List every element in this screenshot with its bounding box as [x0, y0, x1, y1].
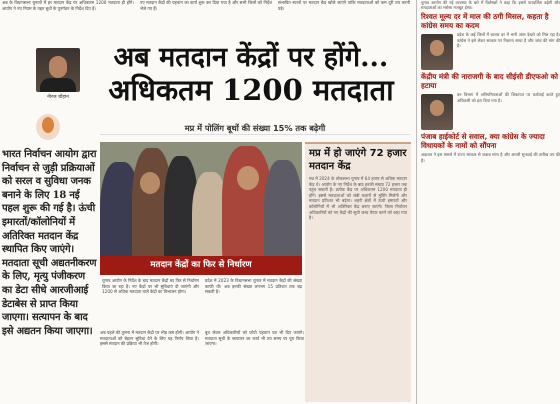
article-text: चुनाव आयोग के निर्देश के बाद मतदान केंद्रों का फिर से निर्धारण किया जा रहा है। नए केंद्रों पर भी सुविधाएं दी जाएंगी और 1200 से अधिक मतदाता वाले केंद्रों का विभाजन होगा। [102, 278, 199, 295]
reporter-name: नीरज चौहान [47, 95, 69, 100]
right-news-column [416, 0, 560, 404]
photo-article-text [102, 278, 302, 326]
article-text: वन विभाग में अनियमितताओं की शिकायत पर कार्रवाई करते हुए अधिकारी को हटा दिया गया है। [457, 92, 560, 103]
news-headline: रिश्वत मूल्य दर में माल की ठगी मिसल, कहता है कांग्रेस समय का कदम [421, 12, 549, 31]
headline-line-1: अब मतदान केंद्रों पर होंगे... [113, 42, 389, 73]
headline-line-2: अधिकतम 1200 मतदाता [108, 73, 394, 107]
article-text: चुनाव आयोग की नई व्यवस्था के बारे में विशेषज्ञों ने कहा कि इससे पारदर्शिता बढ़ेगी और मतदाताओं का भरोसा मजबूत होगा। [421, 0, 560, 11]
article-text: प्रदेश के कई जिलों में बाजार दर में भारी अंतर देखने को मिल रहा है। कांग्रेस ने इसे लेकर सरकार पर निशाना साधा है और जांच की मांग की है। [457, 32, 560, 48]
article-text: अदालत ने इस मामले में राज्य सरकार से जवाब मांगा है और अगली सुनवाई की तारीख तय की है। [421, 152, 560, 163]
subheadline: मप्र में पोलिंग बूथों की संख्या 15% तक बढ़ेगी [100, 121, 410, 135]
article-text: अब पहले की तुलना में मतदान केंद्रों पर भीड़ कम होगी। आयोग ने मतदाताओं को बेहतर सुविधा देने के लिए यह निर्णय लिया है। इससे मतदान की प्रक्रिया भी तेज होगी। [100, 330, 199, 347]
lead-paragraph: भारत निर्वाचन आयोग द्वारा निर्वाचन से जुड़ी प्रक्रियाओं को सरल व सुविधा जनक बनाने के लिए 18 नई पहल शुरू की गई है। ऊंची इमारतों/कॉलोनियों में अतिरिक्त मतदान केंद्र स्थापित किए जाएंगे। मतदाता सूची अद्यतनीकरण के लिए, मृत्यु पंजीकरण का डेटा सीधे आरजीआई डेटाबेस से प्राप्त किया जाएगा। सत्यापन के बाद इसे अद्यतन किया जाएगा। [2, 149, 97, 337]
news-headline: पंजाब हाईकोर्ट से सवाल, क्या कांग्रेस के ज्यादा विधायकों के नामों को सौंपना [421, 132, 545, 151]
article-text: नए मतदान केंद्रों की पहचान का कार्य शुरू कर दिया गया है और सभी जिलों को निर्देश भेजे गए हैं। [140, 0, 272, 11]
article-text: संभावित स्थानों पर मतदान केंद्र खोले जाएंगे ताकि मतदाताओं को कम दूरी तय करनी पड़े। [278, 0, 410, 11]
person-photo [421, 34, 453, 70]
top-text-strip [2, 0, 410, 40]
news-headline: केंद्रीय मंत्री की नाराजगी के बाद सीईसी डीएफओ को हटाया [421, 72, 559, 91]
person-photo [421, 94, 453, 130]
photo-caption: मतदान केंद्रों का फिर से निर्धारण [100, 256, 302, 275]
headline [88, 42, 414, 107]
fingerprint-ink-icon [30, 112, 66, 142]
reporter-photo [36, 48, 80, 92]
article-text: बूथ लेवल अधिकारियों को फोटो पहचान पत्र भी दिए जाएंगे। मतदाता सूची के सत्यापन का कार्य भी तय समय पर पूरा किया जाएगा। [205, 330, 304, 347]
reporter-byline [30, 48, 86, 100]
article-text: अब के विधानसभा चुनावों में हर मतदान केंद्र पर अधिकतम 1200 मतदाता ही होंगे। आयोग ने नए नियम के तहत बूथों के पुनर्गठन के निर्देश दिए हैं। [2, 0, 134, 11]
sidebar-box [305, 142, 411, 402]
bottom-article-text [100, 330, 304, 404]
article-text: प्रदेश में 2023 के विधानसभा चुनाव में मतदान केंद्रों की संख्या काफी थी। अब इनकी संख्या लगभग 15 प्रतिशत तक बढ़ सकती है। [205, 278, 302, 295]
sidebar-box-text: मप्र में 2024 के लोकसभा चुनाव में 64 हजार से अधिक मतदान केंद्र थे। आयोग के नए निर्देश के बाद इनकी संख्या 72 हजार तक पहुंच सकती है। प्रत्येक केंद्र पर अधिकतम 1200 मतदाता ही होंगे। इससे मतदाताओं को लंबी कतारों से मुक्ति मिलेगी और मतदान प्रतिशत भी बढ़ेगा। शहरी क्षेत्रों में ऊंची इमारतों और कॉलोनियों में भी अतिरिक्त केंद्र बनाए जाएंगे। जिला निर्वाचन अधिकारियों को नए केंद्रों की सूची जल्द तैयार करने को कहा गया है। [309, 176, 407, 221]
sidebar-box-title: मप्र में हो जाएंगे 72 हजार मतदान केंद्र [309, 148, 407, 172]
